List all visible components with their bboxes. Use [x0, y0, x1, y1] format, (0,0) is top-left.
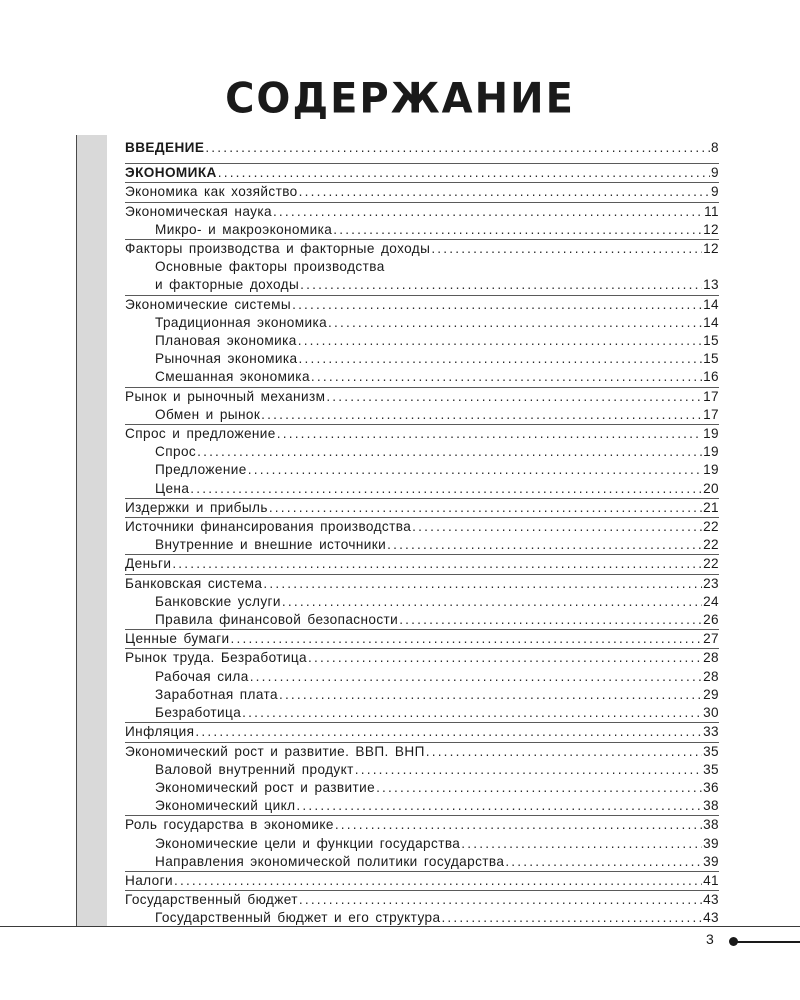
toc-dot-leader [326, 388, 702, 406]
toc-dot-leader [387, 536, 702, 554]
toc-entry-title: Налоги [125, 872, 173, 888]
toc-dot-leader [250, 668, 702, 686]
toc-entry[interactable] [125, 424, 719, 443]
toc-entry-title: Роль государства в экономике [125, 817, 334, 833]
toc-entry[interactable] [125, 871, 719, 890]
toc-dot-leader [273, 203, 703, 221]
toc-dot-leader [218, 164, 710, 182]
toc-page-number: 35 [703, 743, 719, 759]
toc-dot-leader [269, 499, 702, 517]
toc-page-number: 23 [703, 575, 719, 591]
toc-page-number: 33 [703, 724, 719, 740]
toc-dot-leader [299, 183, 710, 201]
toc-entry[interactable] [125, 909, 719, 927]
toc-entry-title: Спрос и предложение [125, 426, 276, 442]
toc-entry-title: Факторы производства и факторные доходы [125, 241, 431, 257]
toc-entry-title: Правила финансовой безопасности [155, 612, 399, 628]
toc-page-number: 39 [703, 835, 719, 851]
toc-entry-title: Спрос [155, 444, 197, 460]
toc-entry[interactable] [125, 704, 719, 722]
toc-entry-title: Экономический рост и развитие [155, 779, 376, 795]
toc-entry-title: ЭКОНОМИКА [125, 165, 217, 181]
toc-dot-leader [261, 406, 702, 424]
toc-entry-title: Обмен и рынок [155, 406, 261, 422]
toc-entry-title: Государственный бюджет и его структура [155, 910, 441, 926]
toc-page-number: 22 [703, 556, 719, 572]
toc-dot-leader [376, 779, 702, 797]
toc-page-number: 9 [711, 165, 719, 181]
toc-entry[interactable] [125, 742, 719, 761]
toc-dot-leader [279, 686, 702, 704]
toc-page-number: 11 [704, 203, 719, 219]
toc-entry[interactable] [125, 761, 719, 779]
toc-entry-title: ВВЕДЕНИЕ [125, 140, 205, 155]
toc-entry[interactable] [125, 853, 719, 871]
toc-entry-title: Государственный бюджет [125, 892, 298, 908]
toc-entry-title: Источники финансирования производства [125, 519, 412, 535]
toc-entry-title: Банковская система [125, 575, 263, 591]
toc-entry-title: Деньги [125, 556, 172, 572]
toc-dot-leader [231, 630, 703, 648]
toc-dot-leader [333, 221, 702, 239]
toc-entry[interactable] [125, 163, 719, 182]
toc-entry-title: Безработица [155, 705, 242, 721]
toc-page-number: 19 [703, 426, 719, 442]
toc-page-number: 43 [703, 892, 719, 908]
toc-entry-title: Инфляция [125, 724, 195, 740]
toc-page-number: 36 [703, 779, 719, 795]
toc-entry-title: Банковские услуги [155, 593, 281, 609]
table-of-contents [125, 139, 719, 928]
toc-dot-leader [300, 276, 702, 294]
toc-page-number: 22 [703, 537, 719, 553]
toc-entry[interactable] [125, 221, 719, 239]
toc-page-number: 39 [703, 853, 719, 869]
toc-dot-leader [292, 296, 702, 314]
toc-page-number: 26 [703, 612, 719, 628]
toc-entry-title: Направления экономической политики государства [155, 853, 505, 869]
toc-dot-leader [190, 480, 702, 498]
toc-page-number: 22 [703, 519, 719, 535]
toc-entry-title: Традиционная экономика [155, 314, 328, 330]
toc-entry[interactable] [125, 629, 719, 648]
toc-page-number: 8 [711, 140, 719, 155]
toc-page-number: 15 [703, 333, 719, 349]
toc-dot-leader [296, 797, 702, 815]
toc-dot-leader [299, 350, 703, 368]
sidebar-decoration-bar [76, 135, 107, 927]
toc-entry-title: Рабочая сила [155, 668, 249, 684]
toc-dot-leader [308, 649, 702, 667]
toc-entry-title: Экономический цикл [155, 798, 296, 814]
toc-dot-leader [195, 723, 702, 741]
toc-entry[interactable] [125, 648, 719, 667]
toc-entry[interactable] [125, 574, 719, 593]
toc-dot-leader [426, 743, 702, 761]
toc-page-number: 30 [703, 705, 719, 721]
toc-entry-title: Рыночная экономика [155, 351, 298, 367]
toc-dot-leader [461, 835, 702, 853]
toc-entry[interactable] [125, 815, 719, 834]
toc-entry[interactable] [125, 295, 719, 314]
toc-dot-leader [277, 425, 702, 443]
toc-entry[interactable] [125, 779, 719, 797]
toc-entry-title: Экономический рост и развитие. ВВП. ВНП [125, 743, 425, 759]
toc-dot-leader [335, 816, 702, 834]
toc-dot-leader [197, 443, 702, 461]
toc-entry-title: Плановая экономика [155, 333, 297, 349]
toc-page-number: 17 [703, 388, 719, 404]
toc-dot-leader [248, 461, 702, 479]
toc-dot-leader [242, 704, 702, 722]
toc-entry[interactable] [125, 332, 719, 350]
toc-page-number: 24 [703, 593, 719, 609]
toc-entry-title: Экономическая наука [125, 203, 272, 219]
toc-dot-leader [263, 575, 702, 593]
toc-dot-leader [299, 891, 702, 909]
toc-page-number: 41 [703, 872, 719, 888]
toc-page-number: 17 [703, 406, 719, 422]
toc-entry[interactable] [125, 182, 719, 201]
toc-dot-leader [328, 314, 702, 332]
toc-entry[interactable] [125, 139, 719, 157]
toc-entry-title: Ценные бумаги [125, 631, 230, 647]
toc-page-number: 19 [703, 462, 719, 478]
toc-entry-title: Смешанная экономика [155, 369, 310, 385]
bottom-divider [0, 926, 800, 927]
toc-page-number: 28 [703, 668, 719, 684]
toc-dot-leader [282, 593, 702, 611]
toc-dot-leader [431, 240, 702, 258]
toc-entry[interactable] [125, 387, 719, 406]
toc-page-number: 13 [703, 277, 719, 293]
toc-entry-title: Заработная плата [155, 686, 278, 702]
toc-dot-leader [399, 611, 702, 629]
toc-page-number: 27 [703, 631, 719, 647]
toc-entry[interactable] [125, 443, 719, 461]
toc-entry[interactable] [125, 498, 719, 517]
toc-page-number: 15 [703, 351, 719, 367]
toc-page-number: 12 [703, 241, 719, 257]
toc-entry[interactable] [125, 722, 719, 741]
toc-page-number: 28 [703, 650, 719, 666]
toc-entry[interactable] [125, 368, 719, 386]
toc-dot-leader [172, 555, 702, 573]
toc-entry[interactable] [125, 835, 719, 853]
toc-page-number: 12 [703, 221, 719, 237]
toc-entry[interactable] [125, 554, 719, 573]
toc-entry[interactable] [125, 593, 719, 611]
toc-entry-title: и факторные доходы [155, 277, 300, 293]
toc-entry-title: Издержки и прибыль [125, 499, 268, 515]
page-number: 3 [706, 931, 714, 947]
toc-page-number: 9 [711, 184, 719, 200]
toc-entry[interactable] [125, 314, 719, 332]
toc-page-number: 29 [703, 686, 719, 702]
toc-dot-leader [355, 761, 702, 779]
toc-dot-leader [205, 139, 710, 157]
toc-entry[interactable] [125, 258, 719, 294]
toc-page-number: 21 [703, 499, 719, 515]
toc-entry-title: Рынок труда. Безработица [125, 650, 308, 666]
page-marker-line [736, 941, 800, 943]
toc-entry-title: Предложение [155, 462, 247, 478]
toc-entry-title: Экономические цели и функции государства [155, 835, 461, 851]
toc-dot-leader [298, 332, 702, 350]
toc-entry-title: Основные факторы производства [155, 259, 385, 275]
toc-entry-title: Экономические системы [125, 296, 292, 312]
toc-entry-title: Микро- и макроэкономика [155, 221, 333, 237]
toc-page-number: 14 [703, 314, 719, 330]
toc-page-number: 38 [703, 798, 719, 814]
toc-dot-leader [441, 909, 702, 927]
toc-entry[interactable] [125, 239, 719, 258]
toc-page-number: 19 [703, 444, 719, 460]
toc-entry[interactable] [125, 350, 719, 368]
toc-dot-leader [311, 368, 702, 386]
toc-page-number: 35 [703, 761, 719, 777]
toc-entry[interactable] [125, 461, 719, 479]
toc-entry[interactable] [125, 517, 719, 536]
toc-entry-title: Рынок и рыночный механизм [125, 388, 326, 404]
toc-dot-leader [412, 518, 702, 536]
page-title: СОДЕРЖАНИЕ [225, 74, 575, 124]
toc-entry[interactable] [125, 686, 719, 704]
toc-entry[interactable] [125, 668, 719, 686]
toc-entry[interactable] [125, 406, 719, 424]
toc-entry[interactable] [125, 536, 719, 554]
toc-entry-title: Валовой внутренний продукт [155, 761, 354, 777]
toc-page-number: 43 [703, 910, 719, 926]
toc-entry[interactable] [125, 797, 719, 815]
toc-entry[interactable] [125, 890, 719, 909]
toc-dot-leader [505, 853, 702, 871]
toc-dot-leader [174, 872, 702, 890]
toc-entry-title: Внутренние и внешние источники [155, 537, 387, 553]
toc-entry[interactable] [125, 480, 719, 498]
toc-entry[interactable] [125, 202, 719, 221]
toc-page-number: 16 [703, 369, 719, 385]
toc-page-number: 38 [703, 817, 719, 833]
toc-entry-title: Цена [155, 480, 190, 496]
toc-page-number: 20 [703, 480, 719, 496]
toc-page-number: 14 [703, 296, 719, 312]
toc-entry-title: Экономика как хозяйство [125, 184, 298, 200]
toc-entry[interactable] [125, 611, 719, 629]
